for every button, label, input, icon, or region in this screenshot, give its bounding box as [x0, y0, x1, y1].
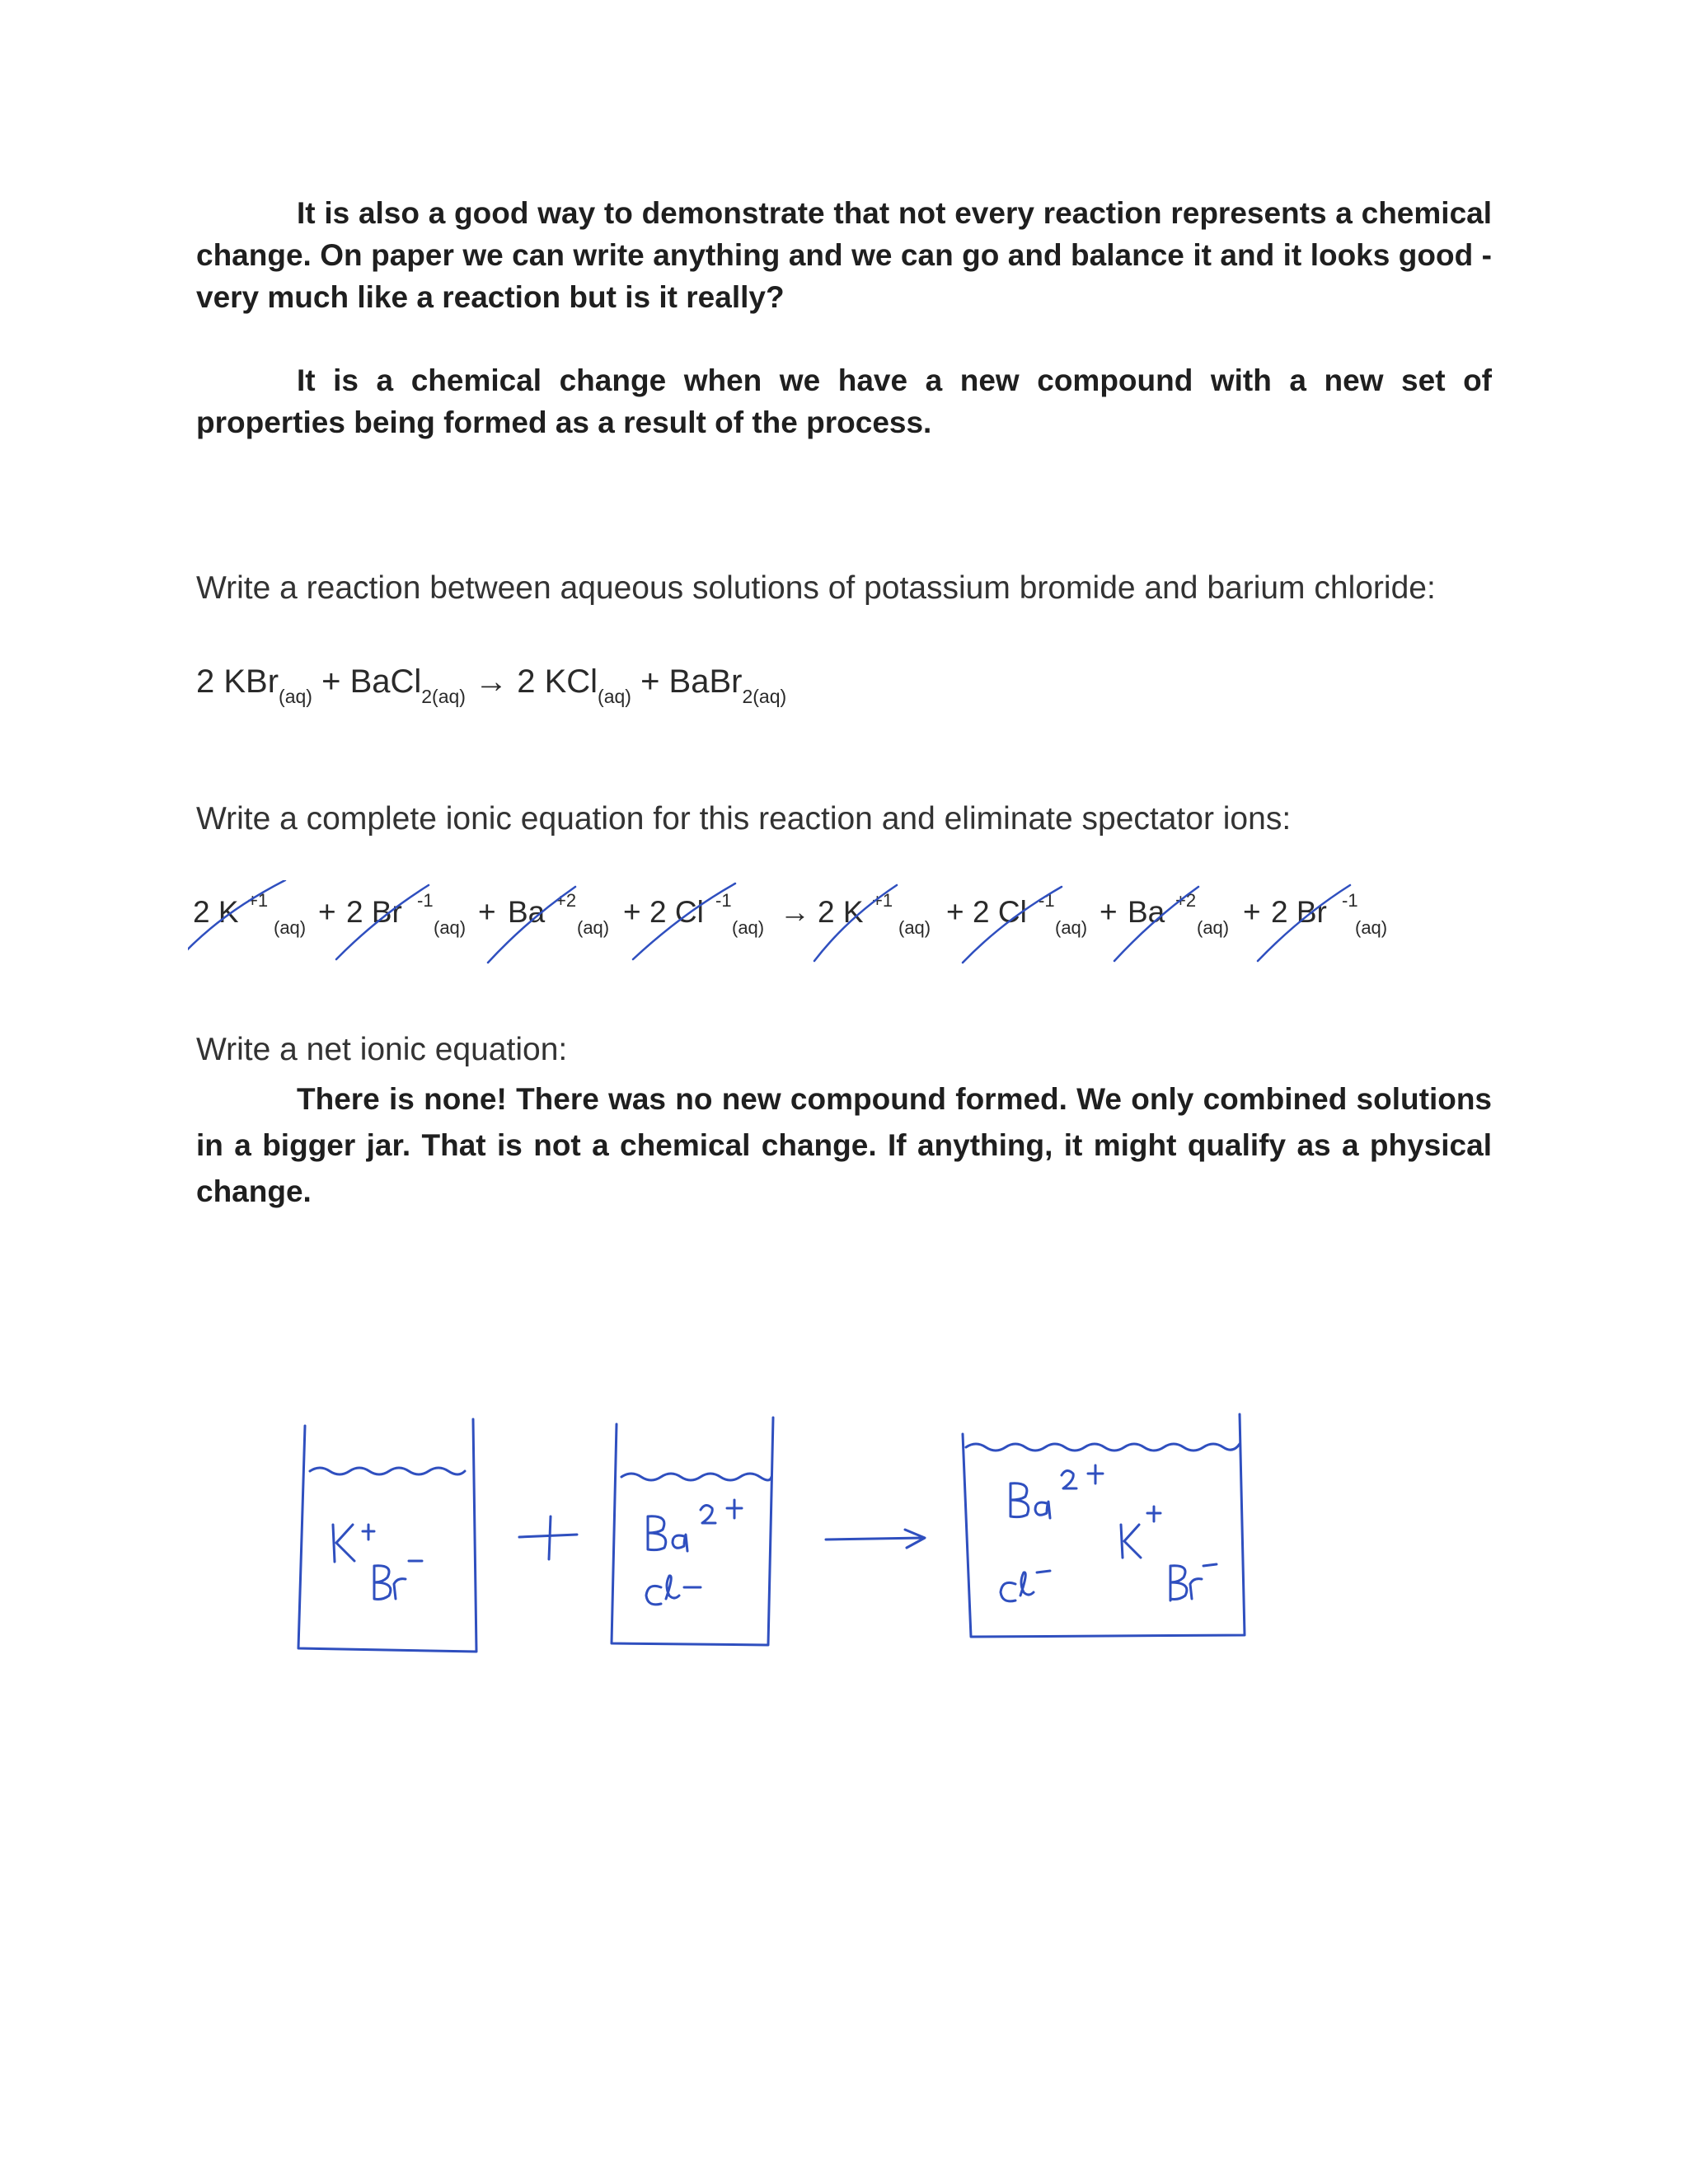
br-minus-label: [374, 1561, 422, 1600]
k-plus-label: [1121, 1507, 1160, 1558]
ion-state: (aq): [434, 917, 467, 938]
br-minus-label: [1170, 1564, 1217, 1601]
cancellation-strikes: [188, 880, 1408, 979]
ion-charge: +2: [1175, 890, 1197, 911]
product-kcl-state: (aq): [598, 686, 631, 707]
strike-mark: [633, 883, 735, 959]
sketch-arrow: [826, 1530, 925, 1548]
ion-state: (aq): [274, 917, 307, 938]
ion-charge: -1: [1342, 890, 1358, 911]
ba-2plus-label: [1010, 1465, 1103, 1518]
ion-charge: +1: [872, 890, 893, 911]
ion-bromide: 2 Br: [1271, 895, 1327, 929]
net-ionic-answer-text: There is none! There was no new compound formed. We only combined solutions in a bigger jar. That is not a chemical change. If anything, it might qualify as a physical change.: [196, 1082, 1492, 1208]
ion-bromide: 2 Br: [346, 895, 402, 929]
beaker-sketch: [272, 1401, 1261, 1665]
plus-sign: +: [623, 895, 641, 929]
cl-minus-label: [646, 1576, 701, 1605]
strike-mark: [336, 885, 429, 959]
ion-barium: Ba: [508, 895, 546, 929]
strike-mark: [488, 887, 575, 963]
strike-mark: [963, 887, 1062, 963]
cl-minus-label: [1001, 1571, 1050, 1601]
strike-mark: [1114, 887, 1198, 961]
sketch-plus-sign: [519, 1516, 577, 1559]
complete-ionic-equation: [188, 880, 1408, 979]
beaker-2: [612, 1418, 773, 1645]
ion-state: (aq): [577, 917, 610, 938]
ion-chloride: 2 Cl: [973, 895, 1027, 929]
ion-state: (aq): [1197, 917, 1230, 938]
beaker-1: [298, 1419, 476, 1652]
ion-potassium: 2 K: [193, 895, 239, 929]
plus-sign: +: [1100, 895, 1118, 929]
beaker-3: [963, 1414, 1245, 1637]
intro-paragraph-1: [196, 192, 1492, 318]
plus-sign: +: [318, 895, 336, 929]
ion-charge: -1: [715, 890, 732, 911]
ion-state: (aq): [1055, 917, 1088, 938]
ion-chloride: 2 Cl: [649, 895, 704, 929]
strike-mark: [1258, 885, 1350, 961]
ion-charge: -1: [417, 890, 434, 911]
question-2-prompt: Write a complete ionic equation for this reaction and eliminate spectator ions:: [196, 801, 1292, 837]
product-babr2-state: 2(aq): [742, 686, 787, 707]
plus-sign: +: [946, 895, 964, 929]
product-babr2: BaBr: [668, 663, 743, 700]
question-1-prompt: Write a reaction between aqueous solutions of potassium bromide and barium chloride:: [196, 570, 1436, 606]
intro-paragraph-2: [196, 359, 1492, 443]
ion-state: (aq): [732, 917, 765, 938]
reactant-bacl2: BaCl: [349, 663, 422, 700]
ion-barium: Ba: [1128, 895, 1165, 929]
strike-mark: [188, 880, 285, 956]
ion-state: (aq): [1355, 917, 1388, 938]
intro-paragraph-2-text: It is a chemical change when we have a new compound with a new set of properties being formed as a result of the process.: [196, 363, 1492, 439]
plus-sign: +: [321, 663, 341, 700]
question-3-prompt: Write a net ionic equation:: [196, 1032, 568, 1067]
plus-sign: +: [478, 895, 496, 929]
ba-2plus-label: [648, 1500, 742, 1551]
ion-charge: +2: [556, 890, 577, 911]
strike-mark: [814, 885, 897, 961]
ion-potassium: 2 K: [818, 895, 864, 929]
reactant-kbr: 2 KBr: [196, 663, 279, 700]
k-plus-label: [333, 1525, 374, 1562]
ion-charge: -1: [1039, 890, 1055, 911]
ion-state: (aq): [898, 917, 931, 938]
reactant-kbr-state: (aq): [279, 686, 312, 707]
intro-paragraph-1-text: It is also a good way to demonstrate that not every reaction represents a chemical change. On paper we can write anything and we can go and balance it and it looks good - very much like a reaction but is it really?: [196, 196, 1492, 314]
net-ionic-answer: [196, 1076, 1492, 1215]
plus-sign: +: [640, 663, 660, 700]
reaction-arrow: →: [475, 663, 509, 700]
molecular-equation: [196, 663, 786, 708]
plus-sign: +: [1243, 895, 1261, 929]
ion-charge: +1: [247, 890, 269, 911]
reactant-bacl2-state: 2(aq): [421, 686, 466, 707]
product-kcl: 2 KCl: [517, 663, 598, 700]
reaction-arrow: →: [780, 895, 810, 929]
